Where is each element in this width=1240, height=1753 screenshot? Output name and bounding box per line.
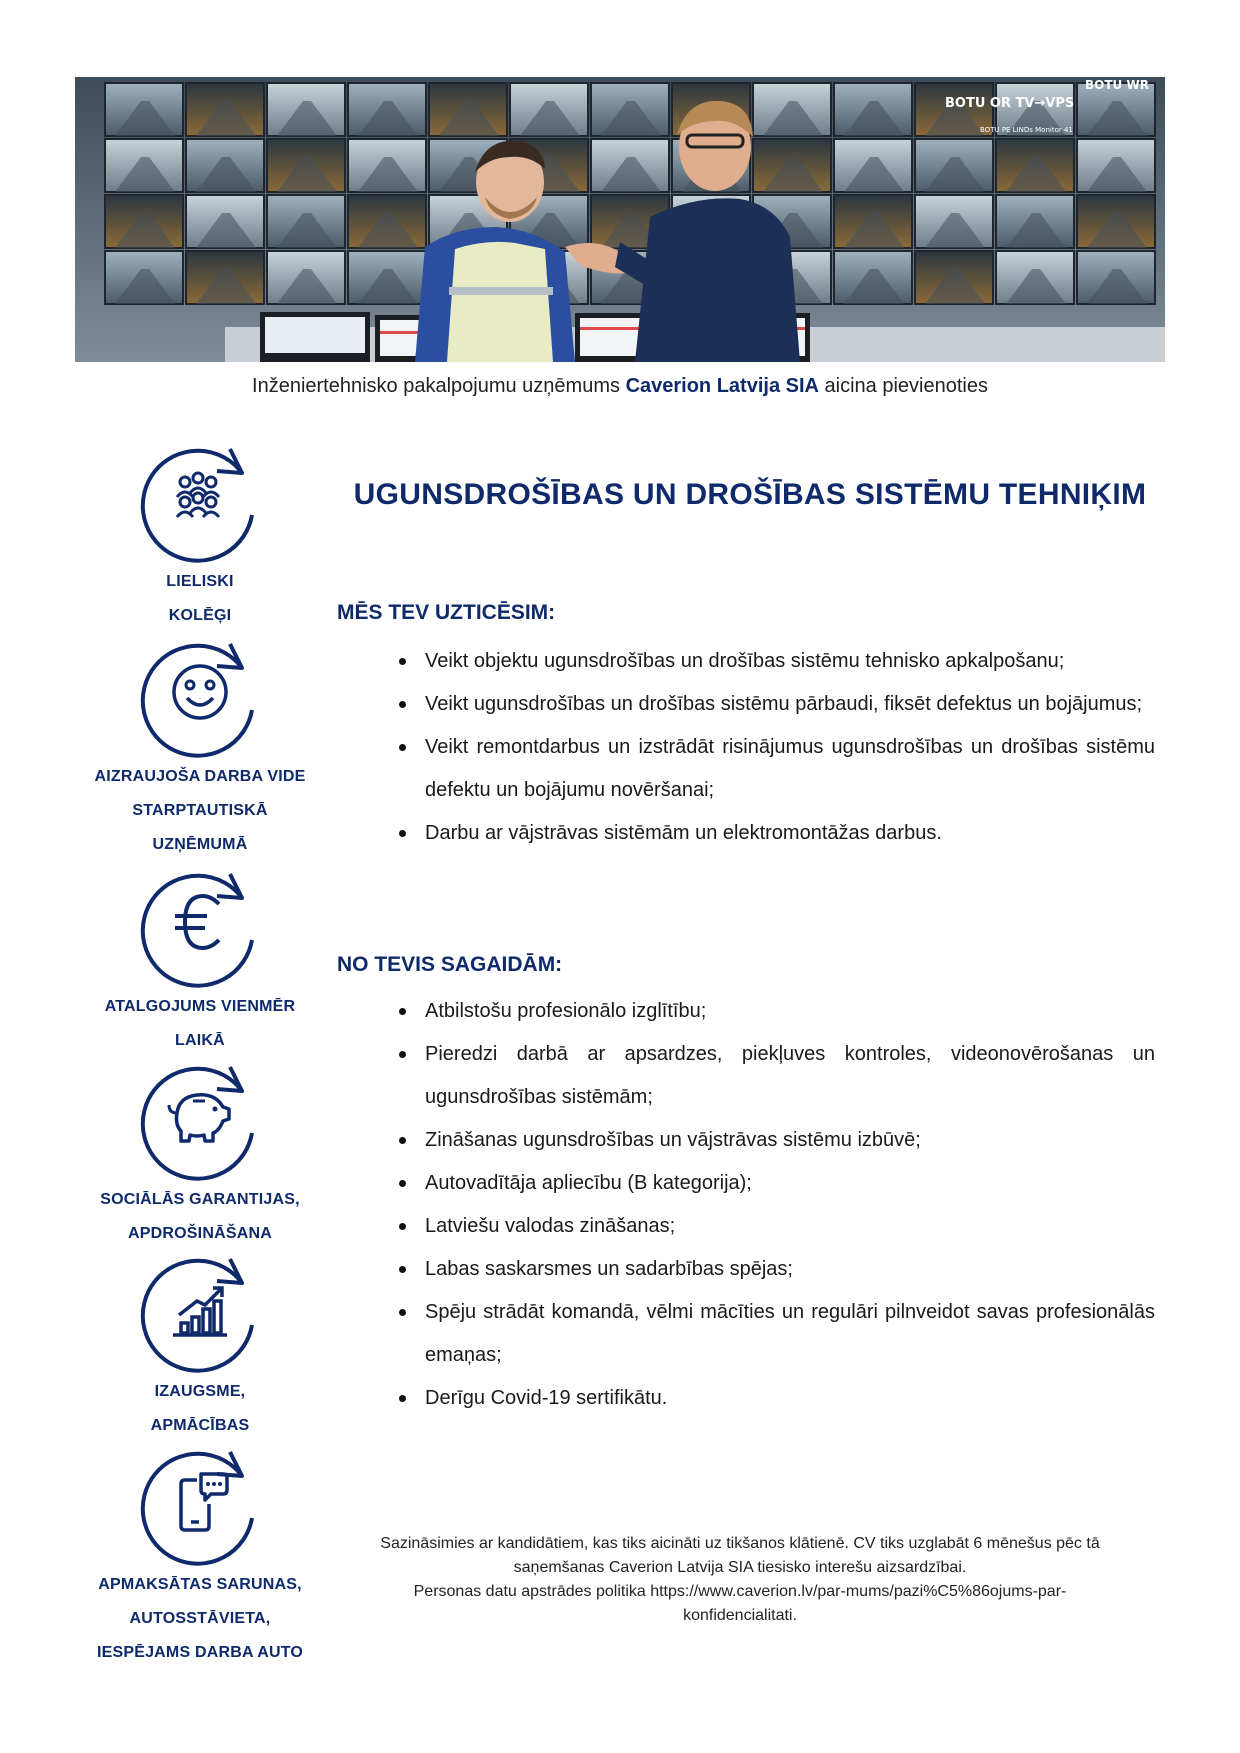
benefit-colleagues <box>80 435 320 633</box>
intro-text-end: aicina pievienoties <box>818 375 988 397</box>
phone-chat-icon <box>135 1438 265 1568</box>
team-icon <box>135 435 265 565</box>
company-name: Caverion Latvija SIA <box>625 375 819 397</box>
list-item: Atbilstošu profesionālo izglītību; <box>380 990 1155 1033</box>
benefit-label: KOLĒĢI <box>168 607 232 624</box>
benefit-label: SOCIĀLĀS GARANTIJAS, <box>100 1191 300 1208</box>
responsibilities-list <box>380 640 1155 855</box>
footer-line: saņemšanas Caverion Latvija SIA tiesisko interešu aizsardzībai. <box>513 1559 967 1576</box>
intro-text: Inženiertehnisko pakalpojumu uzņēmums <box>252 375 626 397</box>
list-item: Veikt remontdarbus un izstrādāt risinājumus ugunsdrošības un drošības sistēmu defektu un bojājumu novēršanai; <box>380 726 1155 812</box>
benefit-label: IESPĒJAMS DARBA AUTO <box>96 1644 304 1661</box>
benefit-label: APDROŠINĀŠANA <box>128 1225 272 1242</box>
footer-line[interactable]: konfidencialitati. <box>683 1607 797 1624</box>
euro-icon <box>135 860 265 990</box>
benefit-label: ATALGOJUMS VIENMĒR <box>104 998 296 1015</box>
benefit-label: APMĀCĪBAS <box>150 1417 250 1434</box>
list-item: Veikt objektu ugunsdrošības un drošības sistēmu tehnisko apkalpošanu; <box>380 640 1155 683</box>
benefit-perks <box>80 1438 320 1670</box>
hero-photo <box>75 77 1165 362</box>
list-item: Spēju strādāt komandā, vēlmi mācīties un regulāri pilnveidot savas profesionālās emaņas; <box>380 1291 1155 1377</box>
footer-line: Sazināsimies ar kandidātiem, kas tiks aicināti uz tikšanos klātienē. CV tiks uzglabāt 6 mēnešus pēc tā <box>380 1535 1100 1552</box>
benefit-environment <box>80 630 320 862</box>
list-item: Derīgu Covid-19 sertifikātu. <box>380 1377 1155 1420</box>
benefit-growth <box>80 1245 320 1443</box>
benefit-label: AUTOSSTĀVIETA, <box>129 1610 271 1627</box>
benefit-label: LAIKĀ <box>175 1032 225 1049</box>
benefit-label: STARPTAUTISKĀ <box>132 802 268 819</box>
benefit-label: UZŅĒMUMĀ <box>152 836 248 853</box>
list-item: Latviešu valodas zināšanas; <box>380 1205 1155 1248</box>
control-room-illustration <box>75 77 1165 362</box>
requirements-heading: NO TEVIS SAGAIDĀM: <box>337 953 563 976</box>
screen-text: BOTU PE LINDs Monitor 41 <box>980 126 1073 134</box>
benefit-label: AIZRAUJOŠA DARBA VIDE <box>94 768 306 785</box>
benefit-salary <box>80 860 320 1058</box>
list-item: Autovadītāja apliecību (B kategorija); <box>380 1162 1155 1205</box>
intro-line <box>0 375 1240 398</box>
footer-line[interactable]: Personas datu apstrādes politika https://www.caverion.lv/par-mums/pazi%C5%86ojums-par- <box>413 1583 1067 1600</box>
smiley-icon <box>135 630 265 760</box>
benefit-social <box>80 1053 320 1251</box>
list-item: Veikt ugunsdrošības un drošības sistēmu pārbaudi, fiksēt defektus un bojājumus; <box>380 683 1155 726</box>
benefit-label: IZAUGSME, <box>154 1383 246 1400</box>
list-item: Darbu ar vājstrāvas sistēmām un elektromontāžas darbus. <box>380 812 1155 855</box>
requirements-list <box>380 990 1155 1420</box>
screen-text: BOTU OR TV→VPS <box>945 96 1075 111</box>
screen-text: BOTU WR <box>1085 78 1149 92</box>
list-item: Pieredzi darbā ar apsardzes, piekļuves kontroles, videonovērošanas un ugunsdrošības sistēmām; <box>380 1033 1155 1119</box>
benefit-label: APMAKSĀTAS SARUNAS, <box>98 1576 302 1593</box>
privacy-footer <box>330 1532 1150 1628</box>
benefit-label: LIELISKI <box>166 573 234 590</box>
growth-chart-icon <box>135 1245 265 1375</box>
job-title: UGUNSDROŠĪBAS UN DROŠĪBAS SISTĒMU TEHNIĶIM <box>353 478 1147 511</box>
responsibilities-heading: MĒS TEV UZTICĒSIM: <box>337 601 556 624</box>
list-item: Zināšanas ugunsdrošības un vājstrāvas sistēmu izbūvē; <box>380 1119 1155 1162</box>
piggy-bank-icon <box>135 1053 265 1183</box>
list-item: Labas saskarsmes un sadarbības spējas; <box>380 1248 1155 1291</box>
